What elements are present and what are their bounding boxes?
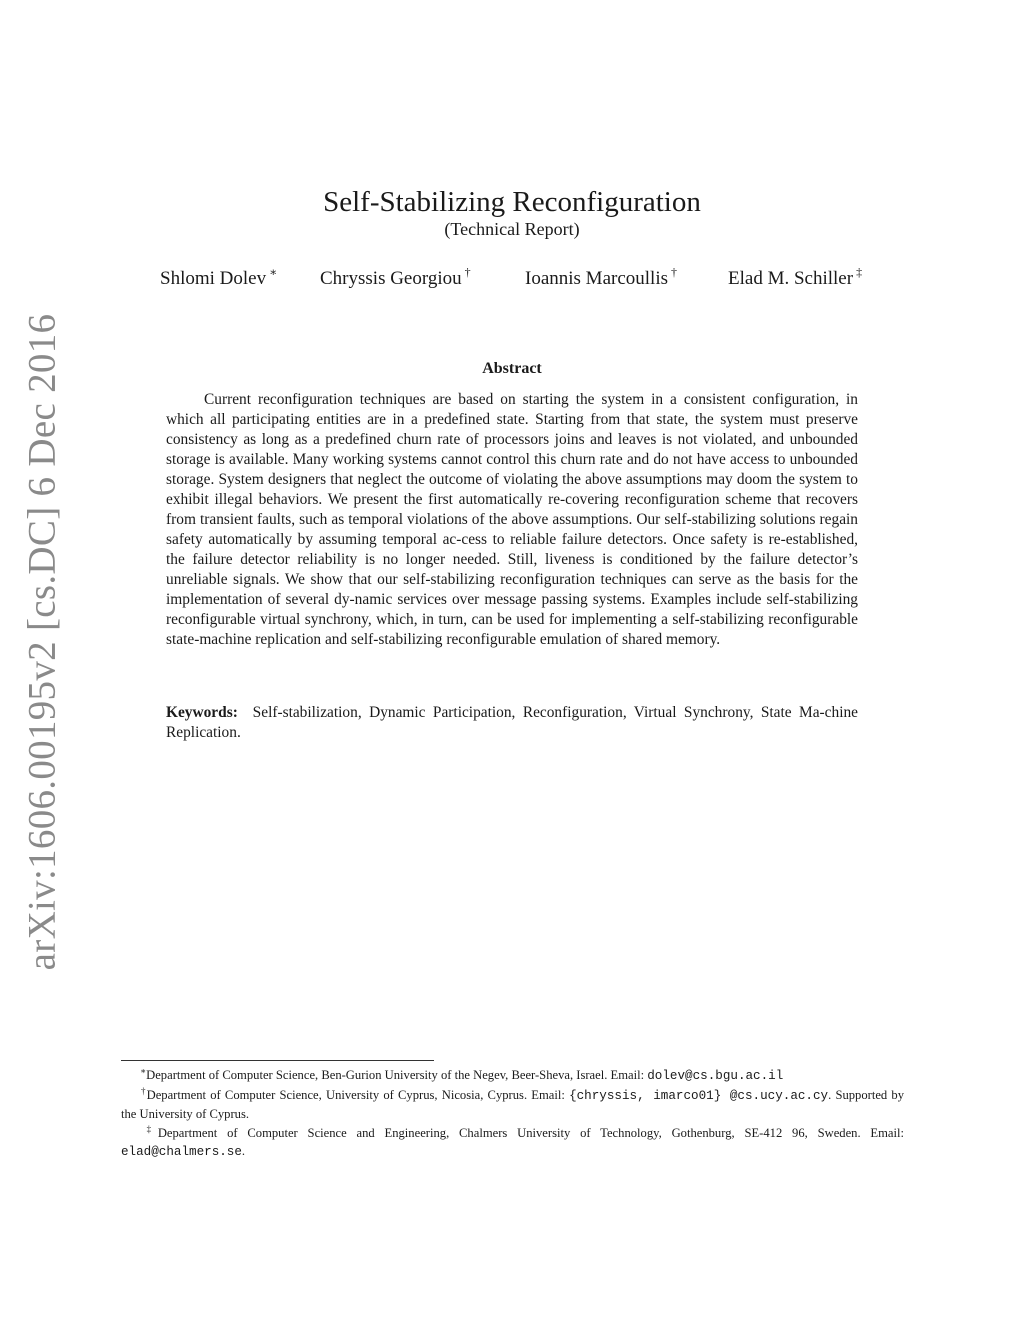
footnote-mark: † [140,1085,147,1096]
footnote-mark: ‡ [140,1123,158,1134]
keywords [166,703,858,743]
author-1 [160,266,277,292]
footnote-3 [121,1124,904,1162]
footnote-text: Department of Computer Science and Engineering, Chalmers University of Technology, Gothenburg, SE-412 96, Sweden. Email: [157,1125,905,1140]
footnote-email[interactable]: dolev@cs.bgu.ac.il [647,1069,784,1083]
paper-title: Self-Stabilizing Reconfiguration [323,186,701,218]
footnote-email[interactable]: {chryssis, imarco01} @cs.ucy.ac.cy [569,1088,829,1103]
footnote-2 [121,1086,904,1124]
footnote-email[interactable]: elad@chalmers.se [121,1145,242,1159]
footnotes [121,1066,904,1162]
author-name: Chryssis Georgiou [320,268,462,289]
author-name: Ioannis Marcoullis [525,268,669,289]
footnote-divider [121,1060,434,1061]
author-name: Shlomi Dolev [160,268,267,289]
author-3 [525,266,677,292]
footnote-text: Department of Computer Science, University of Cyprus, Nicosia, Cyprus. Email: [146,1087,570,1102]
author-4 [728,266,862,292]
footnote-after: . [241,1144,246,1158]
abstract-heading: Abstract [482,360,542,377]
arxiv-stamp: arXiv:1606.00195v2 [cs.DC] 6 Dec 2016 [20,313,64,971]
paper-subtitle: (Technical Report) [444,219,580,239]
footnote-1 [121,1066,904,1086]
author-mark: ∗ [269,265,278,279]
author-2 [320,266,471,292]
footnote-text: Department of Computer Science, Ben-Gurion University of the Negev, Beer-Sheva, Israel. Email: [146,1068,648,1082]
abstract-body: Current reconfiguration techniques are based on starting the system in a consistent configuration, in which all participating entities are in a predefined state. Starting from that state, the system must preserve consistency as long as a predefined churn rate of processors joins and leaves is not violated, and unbounded storage is available. Many working systems cannot control this churn rate and do not have access to unbounded storage. System designers that neglect the outcome of violating the above assumptions may doom the system to exhibit illegal behaviors. We present the first automatically re-covering reconfiguration scheme that recovers from transient faults, such as temporal violations of the above assumptions. Our self-stabilizing solutions regain safety automatically by assuming temporal ac-cess to reliable failure detectors. Once safety is re-established, the failure detector reliability is no longer needed. Still, liveness is conditioned by the failure detector’s unreliable signals. We show that our self-stabilizing reconfiguration techniques can serve as the basis for the implementation of several dy-namic services over message passing systems. Examples include self-stabilizing reconfigurable virtual synchrony, which, in turn, can be used for implementing a self-stabilizing reconfigurable state-machine replication and self-stabilizing reconfigurable emulation of shared memory. [166,391,858,648]
author-mark: † [671,265,678,279]
author-name: Elad M. Schiller [728,268,854,289]
footnote-after: . Supported by the University of Cyprus. [121,1087,905,1121]
author-mark: † [464,265,471,279]
keywords-label: Keywords: [166,704,238,721]
footnote-mark: ∗ [140,1066,147,1076]
author-mark: ‡ [856,265,863,279]
keywords-text: Self-stabilization, Dynamic Participation, Reconfiguration, Virtual Synchrony, State Ma-chine Replication. [166,704,859,741]
